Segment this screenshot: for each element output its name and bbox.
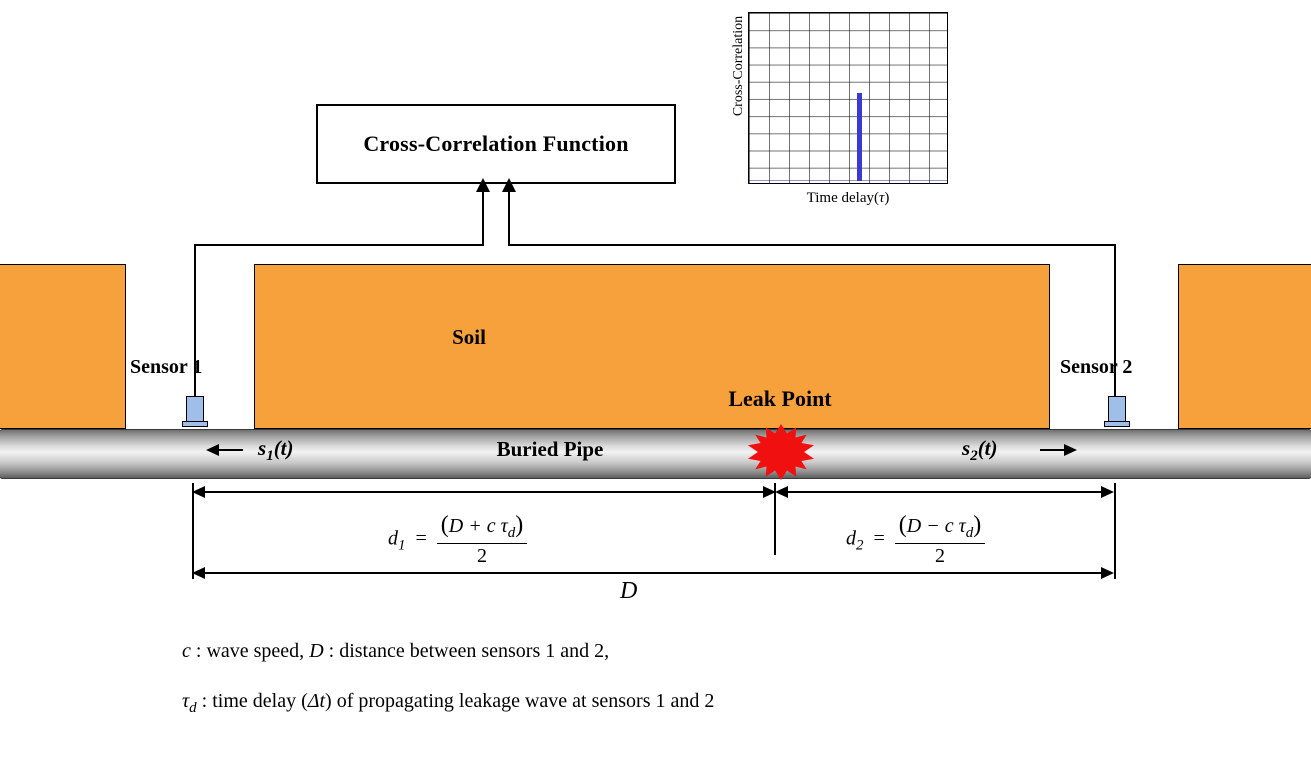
legend-line-2 [182,690,714,717]
d2-fraction [895,512,985,568]
signal-2-argument: (t) [977,436,998,460]
soil-block-left [0,264,126,429]
sensor-2-label: Sensor 2 [1060,356,1133,378]
legend-symbol-tau-subscript: d [189,700,197,716]
d2-numerator-text: D − c τ [906,515,966,537]
plot-x-axis-label [748,190,948,207]
d2-denominator: 2 [935,545,946,567]
sensor-1-base [182,421,208,427]
d1-equals: = [410,527,432,550]
sensor-1-label: Sensor 1 [130,356,203,378]
plot-peak-bar [857,93,862,181]
signal-2-arrow-shaft [1040,449,1066,451]
D-label: D [620,578,638,604]
legend-symbol-D: D [309,640,324,662]
sensor2-cable-vertical [1114,244,1116,404]
sensor2-cable-riser [508,192,510,246]
buried-pipe-label: Buried Pipe [496,437,604,461]
d2-arrow-right-icon [1101,486,1114,498]
d2-equals: = [868,527,890,550]
D-dimension-line [196,572,1112,574]
d1-numerator-subscript: d [507,525,516,541]
legend-text-D: : distance between sensors 1 and 2, [323,640,610,662]
d1-numerator-text: D + c τ [448,515,508,537]
soil-label: Soil [452,325,486,349]
legend-symbol-c: c [182,640,191,662]
d1-formula [388,512,527,568]
sensor-2-icon [1108,396,1126,422]
signal-2-arrow-icon [1064,444,1077,456]
d2-symbol: d [846,527,856,550]
sensor1-cable-horizontal [194,244,484,246]
d1-numerator: (D + c $\tau_d$) [437,512,527,544]
plot-x-axis-label-symbol: τ [878,190,885,206]
d2-dimension-line [782,491,1112,493]
sensor2-cable-horizontal [508,244,1116,246]
sensor-1-icon [186,396,204,422]
sensor1-cable-riser [482,192,484,246]
d1-denominator: 2 [477,545,488,567]
signal-1-subscript: 1 [266,448,274,465]
legend-text-delay-post: ) of propagating leakage wave at sensors 1 and 2 [325,690,715,712]
sensor2-cable-arrowhead [502,178,516,192]
cross-correlation-label: Cross-Correlation Function [363,131,629,156]
signal-1-symbol: s [258,436,267,460]
cross-correlation-plot [718,12,958,207]
d2-formula [846,512,985,568]
d2-numerator: (D − c $\tau_d$) [895,512,985,544]
legend-line-1 [182,640,609,663]
d1-symbol: d [388,527,398,550]
cross-correlation-box [316,104,676,184]
d2-numerator-subscript: d [965,525,974,541]
d2-subscript: 2 [856,537,864,554]
D-arrow-left-icon [192,567,205,579]
d1-subscript: 1 [398,537,406,554]
d1-dimension-line [196,491,774,493]
signal-1-arrow-shaft [217,449,243,451]
signal-2-symbol: s [962,436,971,460]
dimension-tick-right [1114,483,1116,579]
plot-y-axis-label: Cross-Correlation [731,15,746,117]
plot-x-axis-label-suffix: ) [884,190,890,206]
leak-point-label: Leak Point [728,386,832,411]
d2-arrow-left-icon [775,486,788,498]
D-arrow-right-icon [1101,567,1114,579]
plot-x-axis-label-prefix: Time delay( [806,190,879,206]
legend-text-delay-pre: : time delay ( [196,690,308,712]
d1-fraction [437,512,527,568]
signal-2-subscript: 2 [970,448,978,465]
signal-2-label [962,436,998,465]
legend-text-c: : wave speed, [190,640,310,662]
sensor-2-base [1104,421,1130,427]
signal-1-argument: (t) [273,436,294,460]
d1-arrow-left-icon [192,486,205,498]
signal-1-label [258,436,294,465]
legend-symbol-tau: τ [182,690,190,712]
sensor1-cable-arrowhead [476,178,490,192]
legend-symbol-delta-t: Δt [307,690,326,712]
soil-block-right [1178,264,1311,429]
sensor1-cable-vertical [194,244,196,404]
plot-grid-area [748,12,948,184]
